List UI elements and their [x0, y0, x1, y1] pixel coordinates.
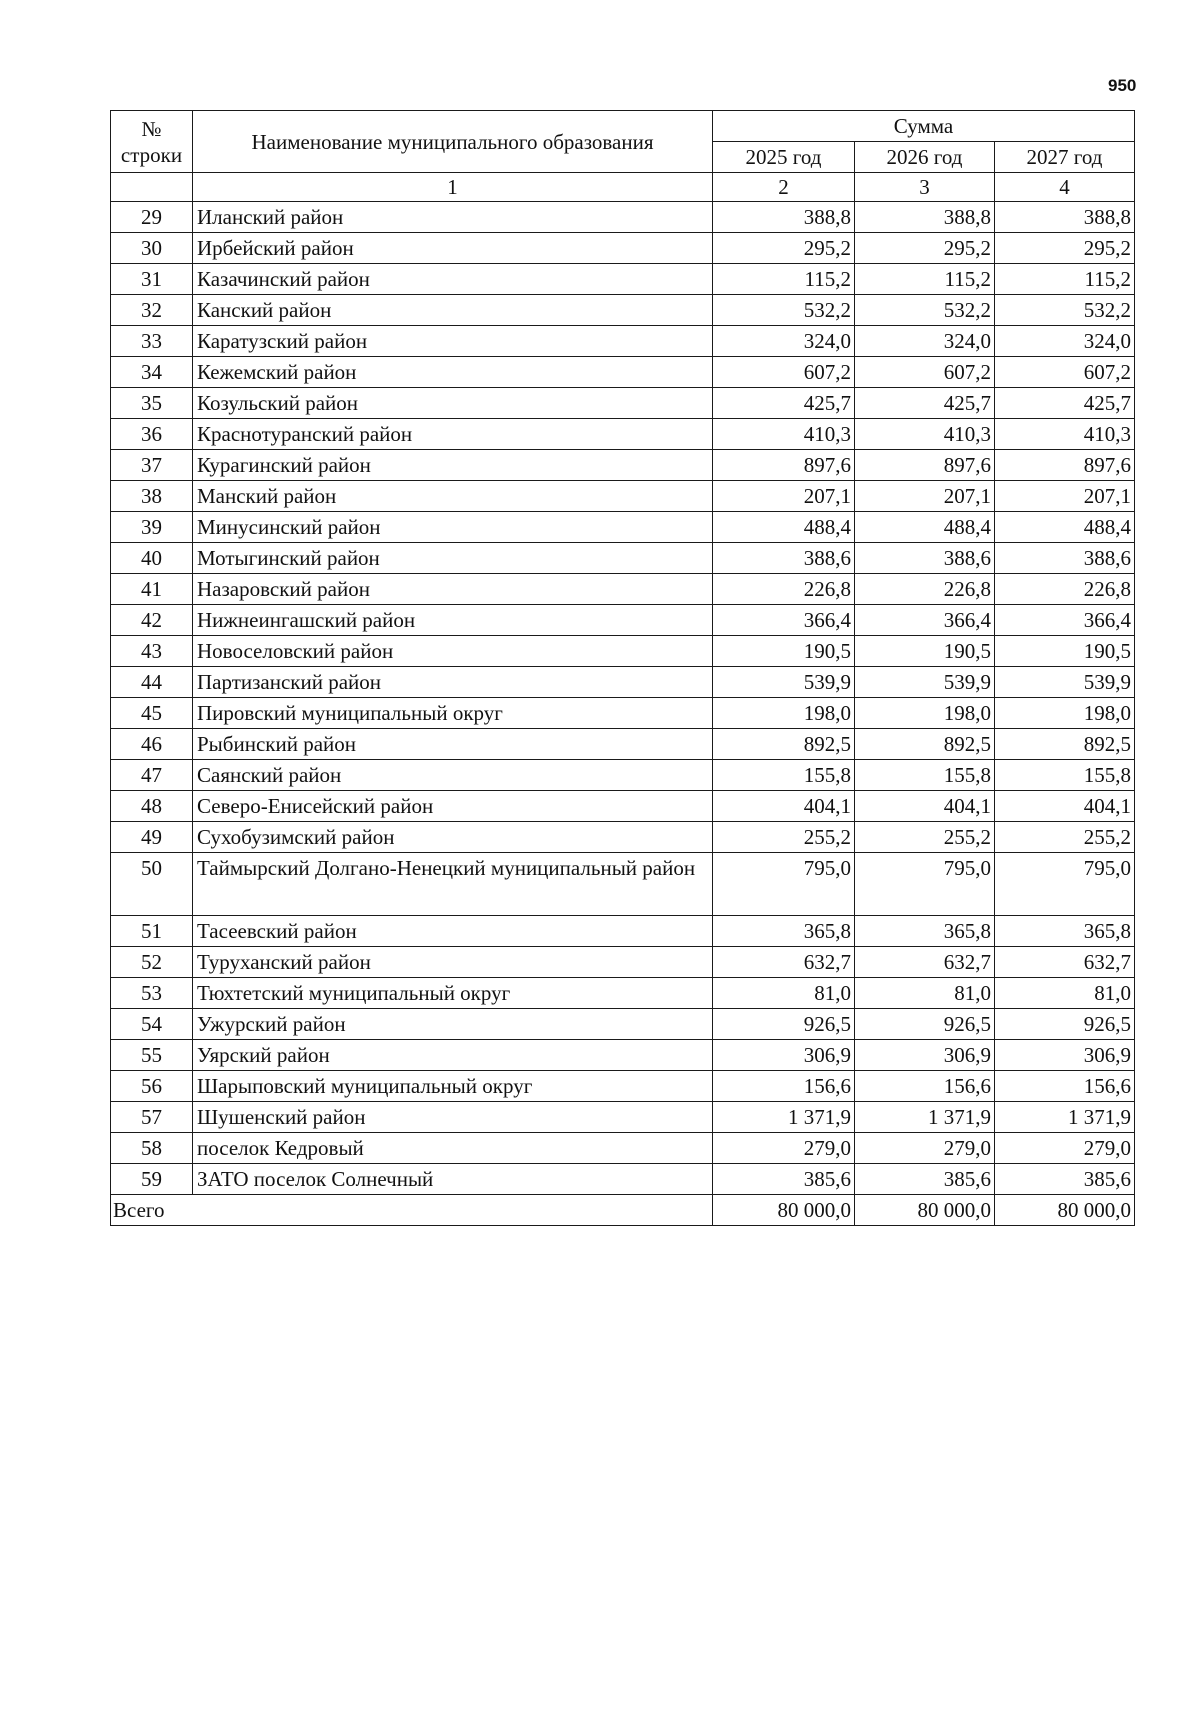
amount-2025: 207,1 [713, 481, 855, 512]
total-label: Всего [111, 1195, 713, 1226]
municipality-name: Сухобузимский район [193, 822, 713, 853]
amount-2026: 388,6 [855, 543, 995, 574]
amount-2027: 926,5 [995, 1009, 1135, 1040]
amount-2026: 892,5 [855, 729, 995, 760]
municipality-name: Новоселовский район [193, 636, 713, 667]
amount-2026: 632,7 [855, 947, 995, 978]
column-number-1: 1 [193, 173, 713, 202]
amount-2026: 897,6 [855, 450, 995, 481]
amount-2027: 279,0 [995, 1133, 1135, 1164]
amount-2025: 385,6 [713, 1164, 855, 1195]
row-number: 48 [111, 791, 193, 822]
table-row [111, 233, 1135, 264]
header-sum: Сумма [713, 111, 1135, 142]
amount-2025: 539,9 [713, 667, 855, 698]
amount-2025: 324,0 [713, 326, 855, 357]
amount-2026: 404,1 [855, 791, 995, 822]
column-number-4: 4 [995, 173, 1135, 202]
row-number: 47 [111, 760, 193, 791]
amount-2026: 324,0 [855, 326, 995, 357]
amount-2026: 306,9 [855, 1040, 995, 1071]
municipality-name: Иланский район [193, 202, 713, 233]
row-number: 36 [111, 419, 193, 450]
amount-2026: 366,4 [855, 605, 995, 636]
row-number: 38 [111, 481, 193, 512]
amount-2025: 795,0 [713, 853, 855, 916]
amount-2027: 81,0 [995, 978, 1135, 1009]
table-row [111, 543, 1135, 574]
amount-2027: 366,4 [995, 605, 1135, 636]
amount-2027: 632,7 [995, 947, 1135, 978]
total-2025: 80 000,0 [713, 1195, 855, 1226]
amount-2025: 425,7 [713, 388, 855, 419]
amount-2026: 365,8 [855, 916, 995, 947]
municipality-name: Нижнеингашский район [193, 605, 713, 636]
amount-2026: 385,6 [855, 1164, 995, 1195]
amount-2025: 190,5 [713, 636, 855, 667]
row-number: 57 [111, 1102, 193, 1133]
amount-2026: 156,6 [855, 1071, 995, 1102]
row-number: 43 [111, 636, 193, 667]
table-row [111, 512, 1135, 543]
amount-2025: 226,8 [713, 574, 855, 605]
municipality-name: Казачинский район [193, 264, 713, 295]
amount-2025: 1 371,9 [713, 1102, 855, 1133]
amount-2025: 115,2 [713, 264, 855, 295]
table-row [111, 574, 1135, 605]
municipality-name: ЗАТО поселок Солнечный [193, 1164, 713, 1195]
amount-2026: 607,2 [855, 357, 995, 388]
row-number: 52 [111, 947, 193, 978]
amount-2025: 295,2 [713, 233, 855, 264]
amount-2027: 306,9 [995, 1040, 1135, 1071]
municipality-name: Саянский район [193, 760, 713, 791]
amount-2025: 532,2 [713, 295, 855, 326]
row-number: 41 [111, 574, 193, 605]
amount-2026: 207,1 [855, 481, 995, 512]
amount-2025: 81,0 [713, 978, 855, 1009]
amount-2025: 365,8 [713, 916, 855, 947]
amount-2025: 897,6 [713, 450, 855, 481]
table-row [111, 667, 1135, 698]
amount-2025: 410,3 [713, 419, 855, 450]
row-number: 46 [111, 729, 193, 760]
amount-2025: 607,2 [713, 357, 855, 388]
table-row [111, 698, 1135, 729]
amount-2027: 388,6 [995, 543, 1135, 574]
amount-2026: 279,0 [855, 1133, 995, 1164]
amount-2027: 207,1 [995, 481, 1135, 512]
municipality-name: Уярский район [193, 1040, 713, 1071]
row-number: 37 [111, 450, 193, 481]
amount-2026: 255,2 [855, 822, 995, 853]
header-row-number-label: строки [120, 142, 183, 167]
row-number: 56 [111, 1071, 193, 1102]
header-row-number-symbol: № [141, 116, 162, 141]
municipality-name: Шушенский район [193, 1102, 713, 1133]
municipality-name: Минусинский район [193, 512, 713, 543]
amount-2027: 388,8 [995, 202, 1135, 233]
municipality-name: Мотыгинский район [193, 543, 713, 574]
amount-2027: 255,2 [995, 822, 1135, 853]
table-row [111, 853, 1135, 916]
row-number: 59 [111, 1164, 193, 1195]
amount-2026: 295,2 [855, 233, 995, 264]
amount-2025: 255,2 [713, 822, 855, 853]
amount-2026: 388,8 [855, 202, 995, 233]
amount-2025: 926,5 [713, 1009, 855, 1040]
amount-2026: 795,0 [855, 853, 995, 916]
amount-2027: 425,7 [995, 388, 1135, 419]
amount-2027: 892,5 [995, 729, 1135, 760]
amount-2026: 190,5 [855, 636, 995, 667]
row-number: 49 [111, 822, 193, 853]
table-row [111, 636, 1135, 667]
amount-2026: 1 371,9 [855, 1102, 995, 1133]
amount-2025: 156,6 [713, 1071, 855, 1102]
amount-2026: 226,8 [855, 574, 995, 605]
column-number-2: 2 [713, 173, 855, 202]
amount-2025: 488,4 [713, 512, 855, 543]
column-number-0 [111, 173, 193, 202]
row-number: 31 [111, 264, 193, 295]
amount-2025: 388,6 [713, 543, 855, 574]
table-row [111, 202, 1135, 233]
table-row [111, 1102, 1135, 1133]
table-row [111, 264, 1135, 295]
row-number: 39 [111, 512, 193, 543]
municipality-name: Кежемский район [193, 357, 713, 388]
municipality-name: Козульский район [193, 388, 713, 419]
municipality-name: Канский район [193, 295, 713, 326]
amount-2027: 410,3 [995, 419, 1135, 450]
header-municipality-name: Наименование муниципального образования [193, 111, 713, 173]
municipality-name: Назаровский район [193, 574, 713, 605]
table-row [111, 1164, 1135, 1195]
amount-2026: 155,8 [855, 760, 995, 791]
table-row [111, 822, 1135, 853]
municipality-name: Манский район [193, 481, 713, 512]
amount-2027: 198,0 [995, 698, 1135, 729]
row-number: 53 [111, 978, 193, 1009]
table-row [111, 1040, 1135, 1071]
allocation-table [110, 110, 1135, 1226]
table-row [111, 1071, 1135, 1102]
table-row [111, 450, 1135, 481]
amount-2027: 1 371,9 [995, 1102, 1135, 1133]
row-number: 33 [111, 326, 193, 357]
amount-2027: 607,2 [995, 357, 1135, 388]
amount-2025: 632,7 [713, 947, 855, 978]
municipality-name: Каратузский район [193, 326, 713, 357]
amount-2025: 388,8 [713, 202, 855, 233]
amount-2027: 539,9 [995, 667, 1135, 698]
table-header [111, 111, 1135, 202]
municipality-name: Партизанский район [193, 667, 713, 698]
header-year-2027: 2027 год [995, 142, 1135, 173]
amount-2027: 385,6 [995, 1164, 1135, 1195]
table-row [111, 605, 1135, 636]
row-number: 44 [111, 667, 193, 698]
row-number: 42 [111, 605, 193, 636]
amount-2027: 190,5 [995, 636, 1135, 667]
amount-2027: 795,0 [995, 853, 1135, 916]
table-row [111, 419, 1135, 450]
table-row [111, 947, 1135, 978]
municipality-name: Тюхтетский муниципальный округ [193, 978, 713, 1009]
amount-2025: 198,0 [713, 698, 855, 729]
table-row [111, 791, 1135, 822]
table-row [111, 1133, 1135, 1164]
municipality-name: Ирбейский район [193, 233, 713, 264]
amount-2027: 156,6 [995, 1071, 1135, 1102]
row-number: 30 [111, 233, 193, 264]
municipality-name: Ужурский район [193, 1009, 713, 1040]
row-number: 54 [111, 1009, 193, 1040]
row-number: 55 [111, 1040, 193, 1071]
amount-2026: 539,9 [855, 667, 995, 698]
table-row [111, 760, 1135, 791]
amount-2027: 115,2 [995, 264, 1135, 295]
municipality-name: Шарыповский муниципальный округ [193, 1071, 713, 1102]
amount-2026: 532,2 [855, 295, 995, 326]
column-number-3: 3 [855, 173, 995, 202]
municipality-name: Курагинский район [193, 450, 713, 481]
amount-2027: 155,8 [995, 760, 1135, 791]
table-row [111, 1009, 1135, 1040]
table-row [111, 357, 1135, 388]
table-row [111, 388, 1135, 419]
row-number: 50 [111, 853, 193, 916]
total-2026: 80 000,0 [855, 1195, 995, 1226]
row-number: 51 [111, 916, 193, 947]
amount-2027: 488,4 [995, 512, 1135, 543]
amount-2027: 532,2 [995, 295, 1135, 326]
municipality-name: поселок Кедровый [193, 1133, 713, 1164]
amount-2026: 926,5 [855, 1009, 995, 1040]
amount-2025: 279,0 [713, 1133, 855, 1164]
total-row [111, 1195, 1135, 1226]
page-number: 950 [1108, 76, 1137, 95]
row-number: 35 [111, 388, 193, 419]
municipality-name: Тасеевский район [193, 916, 713, 947]
amount-2025: 892,5 [713, 729, 855, 760]
amount-2026: 425,7 [855, 388, 995, 419]
row-number: 40 [111, 543, 193, 574]
amount-2026: 115,2 [855, 264, 995, 295]
municipality-name: Рыбинский район [193, 729, 713, 760]
row-number: 34 [111, 357, 193, 388]
amount-2025: 155,8 [713, 760, 855, 791]
row-number: 29 [111, 202, 193, 233]
header-row-number [111, 111, 193, 173]
amount-2025: 306,9 [713, 1040, 855, 1071]
table-row [111, 916, 1135, 947]
municipality-name: Северо-Енисейский район [193, 791, 713, 822]
amount-2025: 366,4 [713, 605, 855, 636]
municipality-name: Пировский муниципальный округ [193, 698, 713, 729]
table-body [111, 202, 1135, 1195]
header-year-2025: 2025 год [713, 142, 855, 173]
amount-2026: 488,4 [855, 512, 995, 543]
amount-2027: 226,8 [995, 574, 1135, 605]
table-row [111, 326, 1135, 357]
table-row [111, 729, 1135, 760]
total-2027: 80 000,0 [995, 1195, 1135, 1226]
amount-2027: 897,6 [995, 450, 1135, 481]
amount-2026: 410,3 [855, 419, 995, 450]
municipality-name: Туруханский район [193, 947, 713, 978]
amount-2027: 324,0 [995, 326, 1135, 357]
amount-2027: 404,1 [995, 791, 1135, 822]
row-number: 45 [111, 698, 193, 729]
amount-2026: 198,0 [855, 698, 995, 729]
amount-2025: 404,1 [713, 791, 855, 822]
municipality-name: Краснотуранский район [193, 419, 713, 450]
table-row [111, 295, 1135, 326]
header-year-2026: 2026 год [855, 142, 995, 173]
municipality-name: Таймырский Долгано-Ненецкий муниципальный район [193, 853, 713, 916]
row-number: 32 [111, 295, 193, 326]
amount-2026: 81,0 [855, 978, 995, 1009]
table-row [111, 481, 1135, 512]
row-number: 58 [111, 1133, 193, 1164]
amount-2027: 295,2 [995, 233, 1135, 264]
table-row [111, 978, 1135, 1009]
amount-2027: 365,8 [995, 916, 1135, 947]
